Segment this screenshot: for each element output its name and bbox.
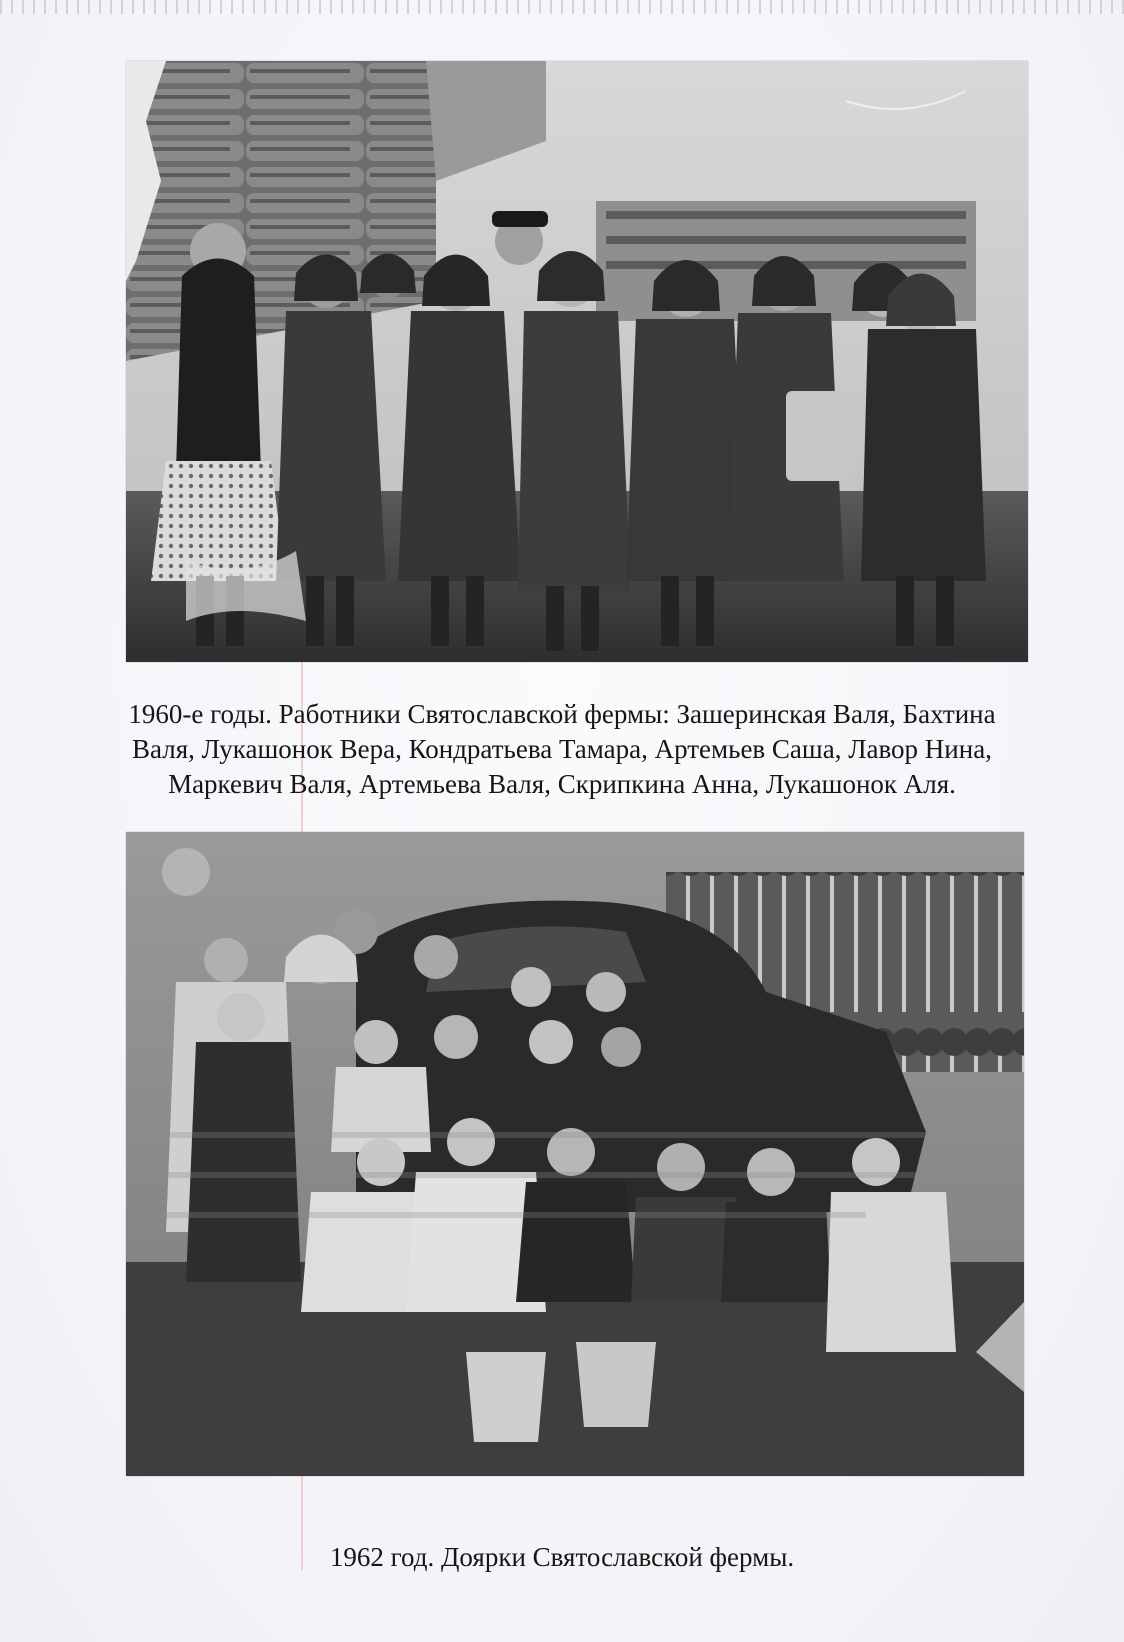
scan-edge-dots — [0, 0, 1124, 14]
photo-farm-workers-graphic — [126, 61, 1028, 662]
photo-milkmaids-1962 — [126, 832, 1024, 1476]
caption-line: Валя, Лукашонок Вера, Кондратьева Тамара, Артемьев Саша, Лавор Нина, — [132, 734, 992, 764]
photo-farm-workers-1960s — [126, 61, 1028, 662]
caption-line: 1960-е годы. Работники Святославской фермы: Зашеринская Валя, Бахтина — [128, 699, 996, 729]
caption-line: 1962 год. Доярки Святославской фермы. — [329, 1542, 795, 1572]
caption-photo-2 — [60, 1540, 1064, 1575]
caption-photo-1 — [60, 697, 1064, 802]
photo-milkmaids-graphic — [126, 832, 1024, 1476]
caption-line: Маркевич Валя, Артемьева Валя, Скрипкина Анна, Лукашонок Аля. — [168, 769, 956, 799]
